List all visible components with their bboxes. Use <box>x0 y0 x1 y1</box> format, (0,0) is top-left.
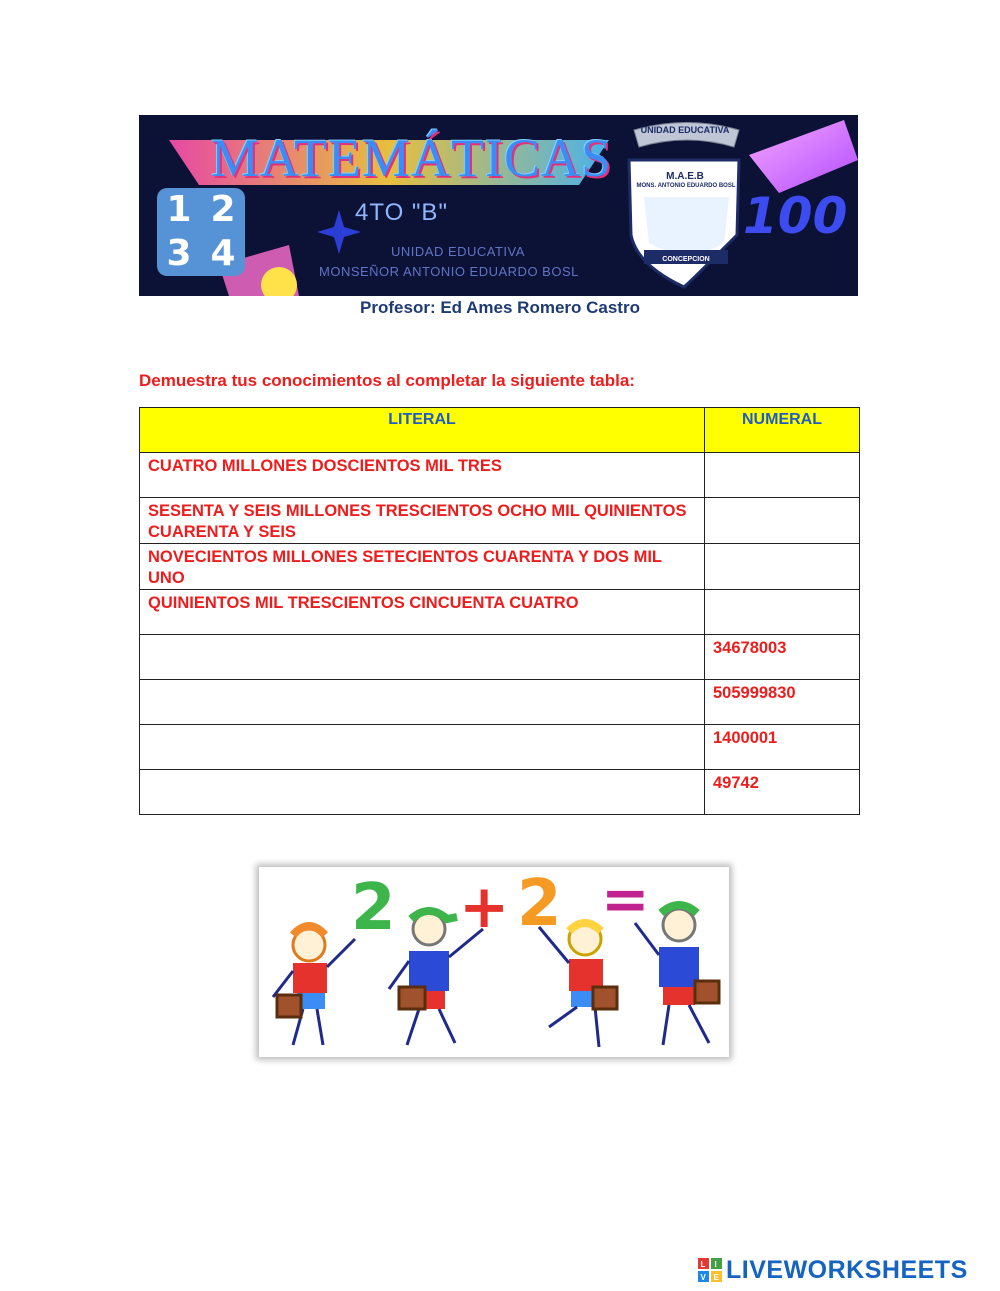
literal-text: CUATRO MILLONES DOSCIENTOS MIL TRES <box>148 457 502 475</box>
numeral-text: 34678003 <box>713 639 787 657</box>
kids-math-illustration <box>259 867 729 1057</box>
literal-cell <box>140 544 705 590</box>
table-row <box>140 498 860 544</box>
literal-answer-input[interactable] <box>140 680 704 724</box>
tile-digit: 4 <box>210 233 236 274</box>
liveworksheets-brand[interactable] <box>698 1255 968 1285</box>
number-tile-icon <box>157 188 245 276</box>
table-row <box>140 680 860 725</box>
logo-letter: E <box>713 1273 719 1282</box>
table-row <box>140 453 860 498</box>
numeral-answer-input[interactable] <box>705 544 859 588</box>
numeral-cell <box>705 725 860 770</box>
literal-cell[interactable] <box>140 725 705 770</box>
sign-equals: = <box>601 867 650 933</box>
conversion-table <box>139 407 860 815</box>
table-row <box>140 725 860 770</box>
table-row <box>140 590 860 635</box>
literal-text: SESENTA Y SEIS MILLONES TRESCIENTOS OCHO MIL QUINIENTOS CUARENTA Y SEIS <box>148 502 687 541</box>
numeral-cell <box>705 770 860 815</box>
header-numeral: NUMERAL <box>705 408 860 453</box>
numeral-cell[interactable] <box>705 590 860 635</box>
school-type: UNIDAD EDUCATIVA <box>391 244 525 259</box>
table-row <box>140 544 860 590</box>
logo-letter: L <box>700 1260 706 1269</box>
header-banner <box>139 115 858 296</box>
literal-cell[interactable] <box>140 770 705 815</box>
literal-answer-input[interactable] <box>140 635 704 679</box>
numeral-answer-input[interactable] <box>705 498 859 542</box>
literal-text: QUINIENTOS MIL TRESCIENTOS CINCUENTA CUATRO <box>148 594 579 612</box>
literal-text: NOVECIENTOS MILLONES SETECIENTOS CUARENTA Y DOS MIL UNO <box>148 548 662 587</box>
sign-two: 2 <box>351 871 396 945</box>
literal-answer-input[interactable] <box>140 725 704 769</box>
tile-digit: 3 <box>166 233 192 274</box>
numeral-cell[interactable] <box>705 544 860 590</box>
literal-cell[interactable] <box>140 680 705 725</box>
numeral-text: 505999830 <box>713 684 796 702</box>
literal-cell <box>140 590 705 635</box>
numeral-answer-input[interactable] <box>705 590 859 634</box>
table-row <box>140 770 860 815</box>
tile-digit: 2 <box>210 189 236 230</box>
sign-plus: + <box>459 872 510 942</box>
numeral-answer-input[interactable] <box>705 453 859 497</box>
header-literal: LITERAL <box>140 408 705 453</box>
logo-letter: I <box>714 1260 717 1269</box>
subject-title: MATEMÁTICAS <box>211 128 613 188</box>
literal-cell <box>140 498 705 544</box>
numeral-text: 1400001 <box>713 729 778 747</box>
liveworksheets-logo-icon <box>698 1258 722 1282</box>
literal-cell <box>140 453 705 498</box>
crest-city: CONCEPCION <box>662 256 710 263</box>
logo-letter: V <box>700 1273 706 1282</box>
numeral-cell <box>705 680 860 725</box>
crest-name: MONS. ANTONIO EDUARDO BOSL <box>636 183 736 189</box>
crest-ribbon: UNIDAD EDUCATIVA <box>640 125 730 135</box>
brand-name: LIVEWORKSHEETS <box>726 1255 968 1284</box>
kids-drawing <box>259 867 729 1057</box>
kid-1 <box>273 926 355 1045</box>
numeral-cell[interactable] <box>705 453 860 498</box>
literal-cell[interactable] <box>140 635 705 680</box>
grade-label: 4TO "B" <box>355 199 448 226</box>
numeral-text: 49742 <box>713 774 759 792</box>
instruction-text: Demuestra tus conocimientos al completar la siguiente tabla: <box>139 371 635 390</box>
crest-abbr: M.A.E.B <box>666 171 704 182</box>
sign-two: 2 <box>517 867 562 941</box>
table-row <box>140 635 860 680</box>
hundred-points-icon: 100 <box>743 187 848 245</box>
tile-digit: 1 <box>166 189 192 230</box>
numeral-cell[interactable] <box>705 498 860 544</box>
table-header-row <box>140 408 860 453</box>
teacher-name: Profesor: Ed Ames Romero Castro <box>360 298 640 317</box>
literal-answer-input[interactable] <box>140 770 704 814</box>
kid-3 <box>539 923 617 1047</box>
school-name: MONSEÑOR ANTONIO EDUARDO BOSL <box>319 264 579 279</box>
numeral-cell <box>705 635 860 680</box>
